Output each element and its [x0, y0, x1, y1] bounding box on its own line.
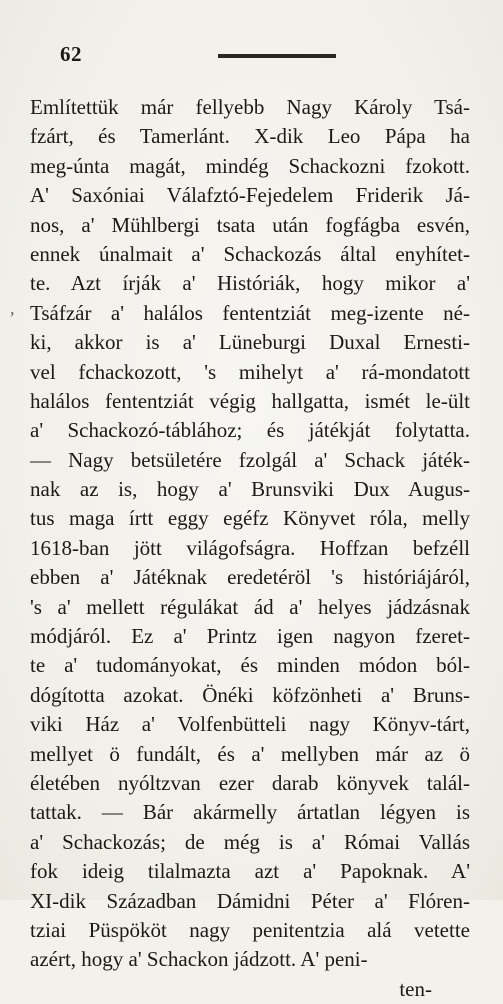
text-line: fzárt, és Tamerlánt. X-dik Leo Pápa ha — [30, 124, 470, 149]
text-line: módjáról. Ez a' Printz igen nagyon fzeret- — [30, 624, 470, 649]
text-line: meg-únta magát, mindég Schackozni fzokott. — [30, 153, 470, 178]
margin-mark: , — [10, 298, 15, 318]
text-line: tattak. — Bár akármelly ártatlan légyen is — [30, 800, 470, 825]
body-text — [30, 93, 470, 1004]
text-line: tziai Püspököt nagy penitentzia alá vetette — [30, 917, 470, 942]
text-line: mellyet ö fundált, és a' mellyben már az ö — [30, 741, 470, 766]
text-line: viki Ház a' Volfenbütteli nagy Könyv-tárt, — [30, 712, 470, 737]
text-line: vel fchackozott, 's mihelyt a' rá-mondatott — [30, 359, 470, 384]
text-line: életében nyóltzvan ezer darab könyvek talál- — [30, 770, 470, 795]
text-line: nak az is, hogy a' Brunsviki Dux Augus- — [30, 477, 470, 502]
page-header — [30, 42, 470, 66]
text-line: 's a' mellett régulákat ád a' helyes jádzásnak — [30, 594, 470, 619]
text-line: nos, a' Mühlbergi tsata után fogfágba esvén, — [30, 212, 470, 237]
text-line: te. Azt írják a' Históriák, hogy mikor a' — [30, 271, 470, 296]
text-line: te a' tudományokat, és minden módon ból- — [30, 653, 470, 678]
text-line: ebben a' Játéknak eredetéröl 's históriájáról, — [30, 565, 470, 590]
text-line: a' Schackozás; de még is a' Római Vallás — [30, 829, 470, 854]
text-line: halálos fententziát végig hallgatta, ismét le-ült — [30, 388, 470, 413]
text-line: Tsáfzár a' halálos fententziát meg-izente né- — [30, 300, 470, 325]
text-line: ennek únalmait a' Schackozás által enyhítet- — [30, 241, 470, 266]
text-line: XI-dik Században Dámidni Péter a' Flóren- — [30, 888, 470, 913]
header-rule — [218, 54, 336, 58]
catchword: ten- — [399, 976, 432, 1001]
text-line: A' Saxóniai Válafztó-Fejedelem Friderik Já- — [30, 183, 470, 208]
text-line: ki, akkor is a' Lüneburgi Duxal Ernesti- — [30, 330, 470, 355]
text-line: — Nagy betsületére fzolgál a' Schack játék- — [30, 447, 470, 472]
text-line: dógította azokat. Önéki köfzönheti a' Bruns- — [30, 682, 470, 707]
page-number: 62 — [60, 42, 82, 66]
text-line: azért, hogy a' Schackon jádzott. A' peni- — [30, 947, 368, 972]
text-line: a' Schackozó-táblához; és játékját folytatta. — [30, 418, 470, 443]
text-line: fok ideig tilalmazta azt a' Papoknak. A' — [30, 859, 470, 884]
text-line: 1618-ban jött világofságra. Hoffzan befzéll — [30, 535, 470, 560]
text-line: tus maga írtt eggy egéfz Könyvet róla, melly — [30, 506, 470, 531]
text-line: Említettük már fellyebb Nagy Károly Tsá- — [30, 95, 470, 119]
